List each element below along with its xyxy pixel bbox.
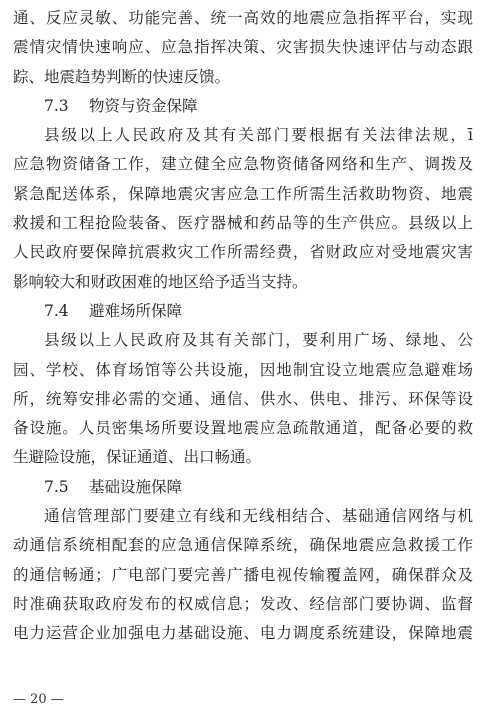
section-heading	[13, 473, 473, 502]
paragraph-line: 所，统筹安排必需的交通、通信、供水、供电、排污、环保等设	[13, 389, 473, 408]
section-number: 7.3	[44, 96, 69, 115]
page-number: — 20 —	[13, 692, 64, 707]
section-title: 避难场所保障	[89, 301, 183, 320]
paragraph-line: 紧急配送体系，保障地震灾害应急工作所需生活救助物资、地震	[13, 184, 473, 203]
paragraph-first-line: 县级以上人民政府及其有关部门要根据有关法律法规，ī	[44, 126, 473, 145]
section-heading	[13, 297, 473, 326]
paragraph-line: 生避险设施，保证通道、出口畅通。	[13, 448, 262, 467]
paragraph-line: 应急物资储备工作，建立健全应急物资储备网络和生产、调拨及	[13, 155, 473, 174]
paragraph-line: 震情灾情快速响应、应急指挥决策、灾害损失快速评估与动态跟	[13, 38, 473, 57]
paragraph-line: 电力运营企业加强电力基础设施、电力调度系统建设，保障地震	[13, 624, 473, 643]
paragraph-first-line: 通信管理部门要建立有线和无线相结合、基础通信网络与机	[44, 507, 473, 526]
section-title: 物资与资金保障	[89, 96, 198, 115]
paragraph-line: 通、反应灵敏、功能完善、统一高效的地震应急指挥平台，实现	[13, 9, 473, 27]
paragraph-line: 时准确获取政府发布的权威信息；发改、经信部门要协调、监督	[13, 594, 473, 613]
section-heading	[13, 92, 473, 121]
paragraph-line: 救援和工程抢险装备、医疗器械和药品等的生产供应。县级以上	[13, 214, 473, 233]
paragraph-line: 的通信畅通；广电部门要完善广播电视传输覆盖网，确保群众及	[13, 565, 473, 584]
section-number: 7.5	[44, 477, 69, 496]
paragraph-line: 动通信系统相配套的应急通信保障系统，确保地震应急救援工作	[13, 536, 473, 555]
section-number: 7.4	[44, 301, 69, 320]
section-title: 基础设施保障	[89, 477, 183, 496]
paragraph-first-line: 县级以上人民政府及其有关部门，要利用广场、绿地、公	[44, 331, 473, 350]
document-body	[13, 4, 473, 649]
paragraph-line: 踪、地震趋势判断的快速反馈。	[13, 67, 231, 86]
paragraph-line: 影响较大和财政困难的地区给予适当支持。	[13, 272, 308, 291]
paragraph-line: 人民政府要保障抗震救灾工作所需经费，省财政应对受地震灾害	[13, 243, 473, 262]
paragraph-line: 园、学校、体育场馆等公共设施，因地制宜设立地震应急避难场	[13, 360, 473, 379]
paragraph-line: 备设施。人员密集场所要设置地震应急疏散通道，配备必要的救	[13, 419, 473, 438]
